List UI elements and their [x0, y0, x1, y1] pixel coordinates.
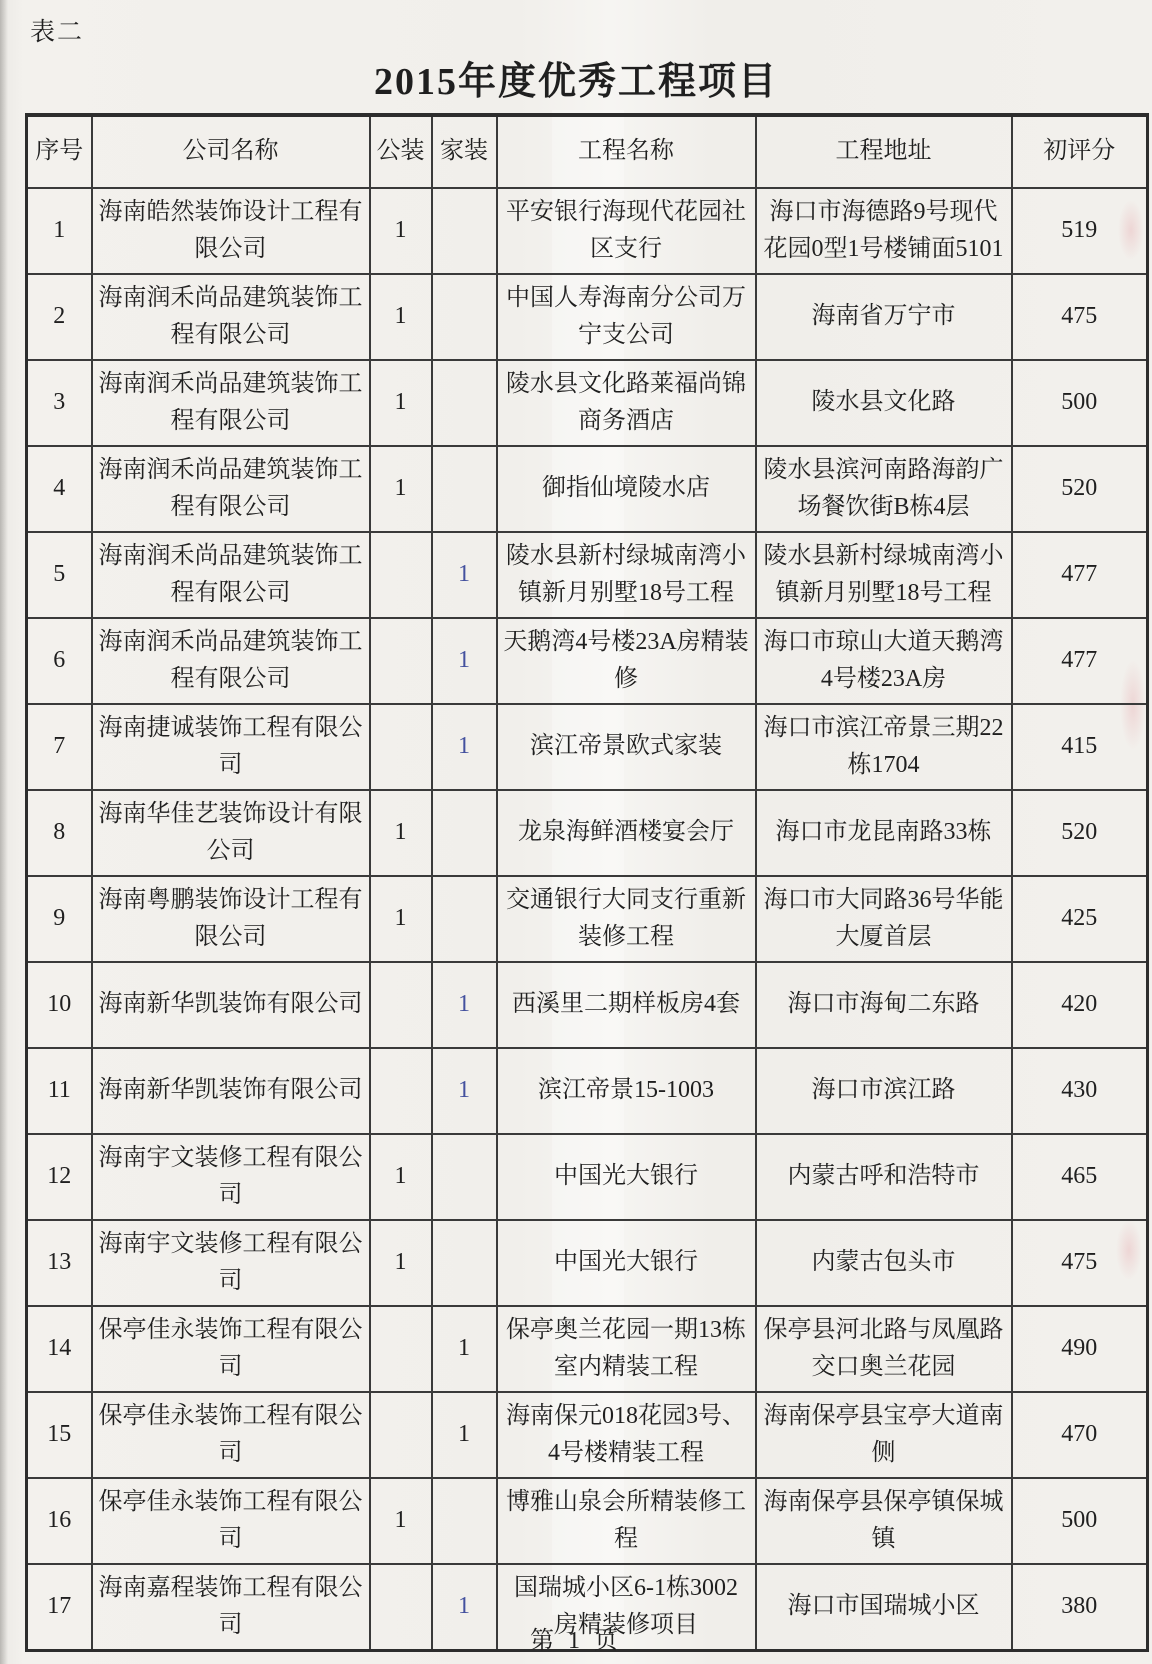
- cell-address: 内蒙古呼和浩特市: [756, 1134, 1012, 1220]
- cell-company: 海南皓然装饰设计工程有限公司: [92, 188, 370, 274]
- cell-project: 御指仙境陵水店: [497, 446, 756, 532]
- header-company: 公司名称: [92, 115, 370, 188]
- projects-table-body: [27, 188, 1148, 1651]
- table-row: [27, 1478, 1148, 1564]
- cell-project: 海南保元018花园3号、4号楼精装工程: [497, 1392, 756, 1478]
- cell-score: 425: [1012, 876, 1148, 962]
- cell-index: 6: [27, 618, 92, 704]
- header-project: 工程名称: [497, 115, 756, 188]
- table-row: [27, 1048, 1148, 1134]
- cell-home: [432, 360, 497, 446]
- cell-address: 海口市滨江路: [756, 1048, 1012, 1134]
- cell-project: 龙泉海鲜酒楼宴会厅: [497, 790, 756, 876]
- cell-index: 13: [27, 1220, 92, 1306]
- scan-edge-shadow: [0, 0, 8, 1664]
- cell-score: 380: [1012, 1564, 1148, 1651]
- cell-public: [370, 1048, 432, 1134]
- table-header: [27, 115, 1148, 188]
- cell-score: 465: [1012, 1134, 1148, 1220]
- cell-home: [432, 188, 497, 274]
- cell-home: [432, 876, 497, 962]
- cell-company: 海南润禾尚品建筑装饰工程有限公司: [92, 446, 370, 532]
- cell-public: [370, 1306, 432, 1392]
- cell-public: [370, 962, 432, 1048]
- header-public: 公装: [370, 115, 432, 188]
- cell-index: 17: [27, 1564, 92, 1651]
- cell-home: [432, 446, 497, 532]
- cell-public: 1: [370, 1134, 432, 1220]
- table-row: [27, 876, 1148, 962]
- cell-address: 海口市滨江帝景三期22栋1704: [756, 704, 1012, 790]
- cell-project: 中国光大银行: [497, 1220, 756, 1306]
- cell-project: 博雅山泉会所精装修工程: [497, 1478, 756, 1564]
- table-row: [27, 1306, 1148, 1392]
- cell-address: 海南保亭县宝亭大道南侧: [756, 1392, 1012, 1478]
- cell-project: 国瑞城小区6-1栋3002房精装修项目: [497, 1564, 756, 1651]
- cell-project: 陵水县文化路莱福尚锦商务酒店: [497, 360, 756, 446]
- table-row: [27, 1134, 1148, 1220]
- cell-company: 海南粤鹏装饰设计工程有限公司: [92, 876, 370, 962]
- page-title: 2015年度优秀工程项目: [373, 61, 778, 103]
- table-row: [27, 704, 1148, 790]
- cell-home: 1: [432, 1048, 497, 1134]
- cell-score: 500: [1012, 1478, 1148, 1564]
- cell-home: 1: [432, 704, 497, 790]
- cell-public: 1: [370, 1220, 432, 1306]
- cell-index: 9: [27, 876, 92, 962]
- cell-index: 1: [27, 188, 92, 274]
- cell-public: 1: [370, 446, 432, 532]
- cell-address: 海南保亭县保亭镇保城镇: [756, 1478, 1012, 1564]
- cell-public: 1: [370, 1478, 432, 1564]
- cell-index: 10: [27, 962, 92, 1048]
- cell-company: 海南宇文装修工程有限公司: [92, 1134, 370, 1220]
- cell-project: 平安银行海现代花园社区支行: [497, 188, 756, 274]
- header-index: 序号: [27, 115, 92, 188]
- cell-score: 470: [1012, 1392, 1148, 1478]
- cell-score: 415: [1012, 704, 1148, 790]
- cell-company: 海南华佳艺装饰设计有限公司: [92, 790, 370, 876]
- cell-score: 420: [1012, 962, 1148, 1048]
- table-row: [27, 188, 1148, 274]
- cell-project: 陵水县新村绿城南湾小镇新月别墅18号工程: [497, 532, 756, 618]
- cell-project: 滨江帝景15-1003: [497, 1048, 756, 1134]
- cell-company: 海南嘉程装饰工程有限公司: [92, 1564, 370, 1651]
- cell-company: 海南新华凯装饰有限公司: [92, 962, 370, 1048]
- cell-score: 477: [1012, 532, 1148, 618]
- cell-public: 1: [370, 188, 432, 274]
- cell-address: 内蒙古包头市: [756, 1220, 1012, 1306]
- cell-home: [432, 1134, 497, 1220]
- projects-table-container: [25, 113, 1146, 1652]
- cell-company: 海南润禾尚品建筑装饰工程有限公司: [92, 618, 370, 704]
- cell-index: 8: [27, 790, 92, 876]
- cell-company: 海南润禾尚品建筑装饰工程有限公司: [92, 360, 370, 446]
- table-number-label: 表二: [30, 19, 85, 46]
- cell-public: [370, 1392, 432, 1478]
- cell-address: 海口市海甸二东路: [756, 962, 1012, 1048]
- table-row: [27, 532, 1148, 618]
- table-row: [27, 1392, 1148, 1478]
- cell-project: 保亭奥兰花园一期13栋室内精装工程: [497, 1306, 756, 1392]
- cell-home: 1: [432, 1564, 497, 1651]
- cell-score: 475: [1012, 1220, 1148, 1306]
- cell-company: 保亭佳永装饰工程有限公司: [92, 1478, 370, 1564]
- cell-company: 海南润禾尚品建筑装饰工程有限公司: [92, 532, 370, 618]
- page-number: 第 1 页: [530, 1628, 622, 1654]
- table-row: [27, 790, 1148, 876]
- cell-index: 4: [27, 446, 92, 532]
- header-row: [27, 115, 1148, 188]
- table-row: [27, 446, 1148, 532]
- cell-company: 海南新华凯装饰有限公司: [92, 1048, 370, 1134]
- cell-address: 海口市琼山大道天鹅湾4号楼23A房: [756, 618, 1012, 704]
- cell-address: 陵水县新村绿城南湾小镇新月别墅18号工程: [756, 532, 1012, 618]
- table-row: [27, 274, 1148, 360]
- cell-public: [370, 704, 432, 790]
- cell-home: 1: [432, 618, 497, 704]
- cell-company: 海南捷诚装饰工程有限公司: [92, 704, 370, 790]
- cell-score: 490: [1012, 1306, 1148, 1392]
- cell-score: 520: [1012, 446, 1148, 532]
- cell-public: 1: [370, 790, 432, 876]
- cell-company: 海南润禾尚品建筑装饰工程有限公司: [92, 274, 370, 360]
- cell-address: 海南省万宁市: [756, 274, 1012, 360]
- cell-home: [432, 790, 497, 876]
- cell-index: 3: [27, 360, 92, 446]
- cell-address: 保亭县河北路与凤凰路交口奥兰花园: [756, 1306, 1012, 1392]
- cell-home: 1: [432, 532, 497, 618]
- cell-score: 430: [1012, 1048, 1148, 1134]
- table-row: [27, 360, 1148, 446]
- cell-home: [432, 1220, 497, 1306]
- cell-address: 陵水县文化路: [756, 360, 1012, 446]
- cell-home: 1: [432, 962, 497, 1048]
- cell-address: 陵水县滨河南路海韵广场餐饮街B栋4层: [756, 446, 1012, 532]
- cell-address: 海口市海德路9号现代花园0型1号楼铺面5101: [756, 188, 1012, 274]
- header-address: 工程地址: [756, 115, 1012, 188]
- cell-project: 中国光大银行: [497, 1134, 756, 1220]
- cell-index: 11: [27, 1048, 92, 1134]
- table-row: [27, 618, 1148, 704]
- cell-public: 1: [370, 274, 432, 360]
- cell-public: [370, 532, 432, 618]
- cell-company: 保亭佳永装饰工程有限公司: [92, 1392, 370, 1478]
- header-home: 家装: [432, 115, 497, 188]
- cell-index: 5: [27, 532, 92, 618]
- cell-project: 交通银行大同支行重新装修工程: [497, 876, 756, 962]
- projects-table: [25, 113, 1149, 1652]
- cell-score: 475: [1012, 274, 1148, 360]
- cell-index: 16: [27, 1478, 92, 1564]
- cell-home: 1: [432, 1306, 497, 1392]
- cell-index: 15: [27, 1392, 92, 1478]
- table-row: [27, 1220, 1148, 1306]
- cell-company: 海南宇文装修工程有限公司: [92, 1220, 370, 1306]
- cell-company: 保亭佳永装饰工程有限公司: [92, 1306, 370, 1392]
- cell-score: 477: [1012, 618, 1148, 704]
- cell-index: 14: [27, 1306, 92, 1392]
- cell-address: 海口市大同路36号华能大厦首层: [756, 876, 1012, 962]
- cell-project: 中国人寿海南分公司万宁支公司: [497, 274, 756, 360]
- cell-project: 西溪里二期样板房4套: [497, 962, 756, 1048]
- cell-score: 519: [1012, 188, 1148, 274]
- table-row: [27, 962, 1148, 1048]
- cell-home: [432, 274, 497, 360]
- cell-public: [370, 618, 432, 704]
- cell-public: 1: [370, 876, 432, 962]
- cell-home: 1: [432, 1392, 497, 1478]
- cell-project: 天鹅湾4号楼23A房精装修: [497, 618, 756, 704]
- cell-address: 海口市龙昆南路33栋: [756, 790, 1012, 876]
- cell-public: 1: [370, 360, 432, 446]
- cell-score: 520: [1012, 790, 1148, 876]
- cell-index: 12: [27, 1134, 92, 1220]
- cell-score: 500: [1012, 360, 1148, 446]
- cell-address: 海口市国瑞城小区: [756, 1564, 1012, 1651]
- cell-project: 滨江帝景欧式家装: [497, 704, 756, 790]
- header-score: 初评分: [1012, 115, 1148, 188]
- cell-index: 7: [27, 704, 92, 790]
- cell-home: [432, 1478, 497, 1564]
- cell-index: 2: [27, 274, 92, 360]
